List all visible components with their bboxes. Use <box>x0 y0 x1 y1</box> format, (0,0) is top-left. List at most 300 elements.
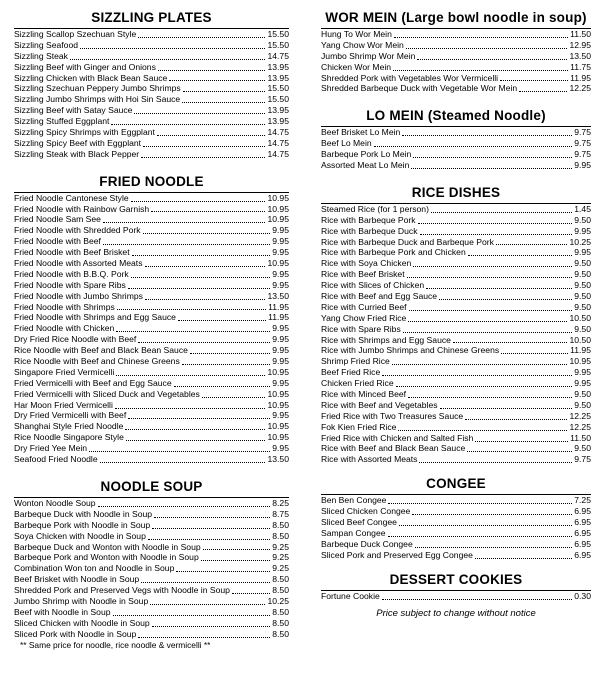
menu-item <box>14 552 289 563</box>
dot-leader <box>150 604 265 605</box>
dot-leader <box>111 124 265 125</box>
item-name: Fried Noodle Sam See <box>14 214 101 225</box>
item-price: 11.95 <box>268 312 289 323</box>
item-price: 13.95 <box>267 61 289 72</box>
section-fried-noodle <box>14 172 289 465</box>
dot-leader <box>145 299 266 300</box>
menu-item <box>14 247 289 258</box>
dot-leader <box>158 70 266 71</box>
item-price: 11.95 <box>268 301 289 312</box>
dot-leader <box>402 135 572 136</box>
item-price: 12.25 <box>569 83 591 94</box>
dot-leader <box>89 451 270 452</box>
menu-item <box>14 531 289 542</box>
item-name: Rice with Jumbo Shrimps and Chinese Greens <box>321 345 500 356</box>
item-price: 8.50 <box>272 585 289 596</box>
dot-leader <box>406 48 568 49</box>
item-price: 9.95 <box>272 345 289 356</box>
item-name: Har Moon Fried Vermicelli <box>14 399 113 410</box>
item-price: 9.95 <box>574 160 591 170</box>
section-rice-dishes <box>321 183 591 465</box>
item-name: Fried Noodle with B.B.Q. Pork <box>14 268 129 279</box>
dot-leader <box>475 441 568 442</box>
item-price: 9.50 <box>574 214 591 225</box>
menu-item <box>14 345 289 356</box>
item-name: Sizzling Stuffed Eggplant <box>14 116 110 127</box>
section-title: CONGEE <box>426 476 486 492</box>
item-name: Fried Noodle with Jumbo Shrimps <box>14 290 143 301</box>
menu-item <box>14 389 289 400</box>
menu-item <box>14 585 289 596</box>
item-name: Beef Fried Rice <box>321 367 381 378</box>
price-note: ** Same price for noodle, rice noodle & vermicelli ** <box>20 639 211 650</box>
section-sizzling-plates <box>14 8 289 160</box>
section-lo-mein <box>321 106 591 171</box>
dot-leader <box>392 364 568 365</box>
dot-leader <box>426 288 572 289</box>
dot-leader <box>182 102 265 103</box>
menu-item <box>14 367 289 378</box>
item-name: Shanghai Style Fried Noodle <box>14 421 124 432</box>
menu-item <box>321 280 591 291</box>
item-name: Jumbo Shrimp with Noodle in Soup <box>14 595 149 606</box>
menu-item <box>14 302 289 313</box>
item-name: Shrimp Fried Rice <box>321 356 390 367</box>
item-name: Sizzling Jumbo Shrimps with Hoi Sin Sauce <box>14 94 181 105</box>
item-price: 6.95 <box>574 549 591 560</box>
item-price: 12.25 <box>569 421 591 432</box>
item-name: Rice with Shrimps and Egg Sauce <box>321 334 451 345</box>
section-title: SIZZLING PLATES <box>91 10 212 25</box>
dot-leader <box>143 146 265 147</box>
item-name: Fried Rice with Two Treasures Sauce <box>321 410 464 421</box>
menu-item <box>321 127 591 138</box>
dot-leader <box>467 451 572 452</box>
menu-item <box>14 312 289 323</box>
menu-item <box>14 204 289 215</box>
dot-leader <box>116 331 270 332</box>
item-name: Fried Noodle with Beef Brisket <box>14 247 130 258</box>
dot-leader <box>374 146 573 147</box>
item-name: Beef with Noodle in Soup <box>14 606 111 617</box>
dot-leader <box>440 408 573 409</box>
menu-item <box>14 421 289 432</box>
menu-item <box>14 269 289 280</box>
item-name: Sliced Beef Congee <box>321 517 397 528</box>
item-name: Chicken Wor Mein <box>321 61 392 72</box>
dot-leader <box>141 582 270 583</box>
menu-item <box>14 400 289 411</box>
item-price: 9.95 <box>272 236 289 247</box>
menu-item <box>14 498 289 509</box>
item-price: 8.75 <box>272 508 289 519</box>
item-name: Sliced Pork with Noodle in Soup <box>14 628 137 639</box>
dot-leader <box>439 299 572 300</box>
menu-item <box>14 138 289 149</box>
item-price: 8.50 <box>272 574 289 585</box>
menu-item <box>14 323 289 334</box>
item-price: 9.95 <box>574 225 591 236</box>
dot-leader <box>382 375 572 376</box>
item-name: Beef Brisket Lo Mein <box>321 127 401 138</box>
item-price: 9.95 <box>272 410 289 421</box>
item-price: 13.95 <box>267 105 289 116</box>
dot-leader <box>138 37 265 38</box>
item-price: 8.50 <box>272 530 289 541</box>
item-price: 10.95 <box>267 258 289 269</box>
item-name: Sliced Chicken Congee <box>321 506 411 517</box>
item-price: 8.50 <box>272 617 289 628</box>
item-name: Beef Lo Mein <box>321 138 372 149</box>
item-price: 9.95 <box>574 247 591 258</box>
dot-leader <box>398 430 567 431</box>
item-price: 10.50 <box>569 312 591 323</box>
item-name: Rice with Curried Beef <box>321 301 407 312</box>
dot-leader <box>190 353 270 354</box>
item-price: 9.25 <box>272 552 289 563</box>
item-name: Fortune Cookie <box>321 590 380 601</box>
item-price: 14.75 <box>267 137 289 148</box>
item-name: Rice with Minced Beef <box>321 389 407 400</box>
menu-item <box>14 563 289 574</box>
item-price: 12.25 <box>569 410 591 421</box>
item-name: Sampan Congee <box>321 527 386 538</box>
item-name: Sizzling Beef with Ginger and Onions <box>14 61 156 72</box>
section-title: WOR MEIN (Large bowl noodle in soup) <box>325 10 587 25</box>
dot-leader <box>413 266 572 267</box>
menu-item <box>14 127 289 138</box>
menu-item <box>321 444 591 455</box>
menu-item <box>321 422 591 433</box>
item-name: Sizzling Scallop Szechuan Style <box>14 28 137 39</box>
menu-item <box>321 40 591 51</box>
menu-item <box>321 226 591 237</box>
item-price: 10.95 <box>267 366 289 377</box>
dot-leader <box>132 255 271 256</box>
item-price: 9.95 <box>272 443 289 454</box>
item-name: Rice with Slices of Chicken <box>321 280 425 291</box>
item-name: Barbeque Pork with Noodle in Soup <box>14 519 151 530</box>
dot-leader <box>468 255 573 256</box>
section-title: RICE DISHES <box>411 184 501 200</box>
item-name: Fried Rice with Chicken and Salted Fish <box>321 432 474 443</box>
section-wor-mein <box>321 8 591 94</box>
menu-item <box>14 258 289 269</box>
dot-leader <box>183 91 266 92</box>
item-name: Fried Noodle with Chicken <box>14 323 115 334</box>
item-name: Combination Won ton and Noodle in Soup <box>14 563 175 574</box>
dot-leader <box>202 397 266 398</box>
item-name: Dry Fried Yee Mein <box>14 443 88 454</box>
dot-leader <box>519 91 567 92</box>
dot-leader <box>388 536 573 537</box>
dot-leader <box>157 135 266 136</box>
item-price: 10.50 <box>569 334 591 345</box>
item-price: 9.95 <box>272 334 289 345</box>
item-price: 9.75 <box>574 138 591 149</box>
item-name: Sizzling Spicy Beef with Eggplant <box>14 137 142 148</box>
section-title: NOODLE SOUP <box>100 478 203 494</box>
item-price: 9.25 <box>272 541 289 552</box>
menu-item <box>14 73 289 84</box>
item-name: Fried Noodle with Spare Ribs <box>14 279 126 290</box>
dot-leader <box>117 309 266 310</box>
menu-item <box>321 83 591 94</box>
item-name: Yang Chow Wor Mein <box>321 39 404 50</box>
item-price: 9.95 <box>272 247 289 258</box>
dot-leader <box>128 288 270 289</box>
menu-item <box>321 356 591 367</box>
dot-leader <box>70 59 266 60</box>
menu-item <box>14 105 289 116</box>
section-title: LO MEIN (Steamed Noodle) <box>366 108 546 124</box>
menu-item <box>14 574 289 585</box>
menu-item <box>321 324 591 335</box>
dot-leader <box>453 342 568 343</box>
item-price: 9.95 <box>272 268 289 279</box>
menu-item <box>14 334 289 345</box>
item-name: Fried Noodle with Beef <box>14 236 101 247</box>
item-name: Barbeque Duck with Noodle in Soup <box>14 508 153 519</box>
item-name: Wonton Noodle Soup <box>14 497 96 508</box>
item-price: 9.50 <box>574 301 591 312</box>
dot-leader <box>465 419 567 420</box>
item-name: Dry Fried Vermicelli with Beef <box>14 410 127 421</box>
item-name: Shredded Pork and Preserved Vegs with Noodle in Soup <box>14 585 230 596</box>
item-price: 9.50 <box>574 389 591 400</box>
item-price: 13.95 <box>267 116 289 127</box>
item-name: Rice Noodle with Beef and Chinese Greens <box>14 356 180 367</box>
item-name: Shredded Pork with Vegetables Wor Vermicelli <box>321 72 499 83</box>
dot-leader <box>103 244 270 245</box>
section-dessert-cookies <box>321 570 591 602</box>
dot-leader <box>203 549 271 550</box>
menu-item <box>14 618 289 629</box>
item-price: 8.50 <box>272 606 289 617</box>
dot-leader <box>138 637 270 638</box>
item-price: 9.50 <box>574 269 591 280</box>
item-name: Beef Brisket with Noodle in Soup <box>14 574 140 585</box>
item-price: 10.95 <box>267 203 289 214</box>
section-title: DESSERT COOKIES <box>389 571 523 587</box>
menu-item <box>321 539 591 550</box>
item-name: Rice with Assorted Meats <box>321 454 418 465</box>
item-name: Rice Noodle with Beef and Black Bean Sauce <box>14 345 188 356</box>
dot-leader <box>409 310 573 311</box>
dot-leader <box>431 212 572 213</box>
item-name: Sizzling Steak <box>14 50 68 61</box>
item-name: Sliced Chicken with Noodle in Soup <box>14 617 150 628</box>
dot-leader <box>148 539 270 540</box>
item-price: 14.75 <box>267 127 289 137</box>
item-price: 9.50 <box>574 399 591 410</box>
menu-item <box>14 51 289 62</box>
item-price: 9.50 <box>574 291 591 302</box>
menu-item <box>321 367 591 378</box>
dot-leader <box>201 560 271 561</box>
dot-leader <box>413 157 572 158</box>
menu-item <box>321 411 591 422</box>
dot-leader <box>152 626 271 627</box>
dot-leader <box>415 547 573 548</box>
item-name: Barbeque Pork and Wonton with Noodle in Soup <box>14 552 199 563</box>
menu-item <box>321 591 591 602</box>
item-name: Hung To Wor Mein <box>321 28 392 39</box>
item-name: Barbeque Duck Congee <box>321 538 413 549</box>
menu-item <box>321 291 591 302</box>
dot-leader <box>143 233 271 234</box>
menu-item <box>14 40 289 51</box>
dot-leader <box>408 321 567 322</box>
item-name: Sizzling Chicken with Black Bean Sauce <box>14 72 168 83</box>
dot-leader <box>407 277 573 278</box>
item-price: 11.75 <box>570 61 591 72</box>
dot-leader <box>145 266 266 267</box>
dot-leader <box>411 168 572 169</box>
item-price: 10.95 <box>569 356 591 367</box>
menu-item <box>14 62 289 73</box>
item-name: Jumbo Shrimp Wor Mein <box>321 50 416 61</box>
item-name: Sliced Pork and Preserved Egg Congee <box>321 549 473 560</box>
menu-item <box>321 51 591 62</box>
dot-leader <box>394 37 568 38</box>
item-price: 6.95 <box>574 538 591 549</box>
item-price: 13.50 <box>267 290 289 301</box>
item-price: 15.50 <box>267 94 289 105</box>
dot-leader <box>475 558 572 559</box>
menu-item <box>321 302 591 313</box>
item-name: Dry Fried Rice Noodle with Beef <box>14 334 137 345</box>
item-name: Rice with Beef and Vegetables <box>321 399 438 410</box>
menu-item <box>321 237 591 248</box>
item-name: Rice Noodle Singapore Style <box>14 432 124 443</box>
dot-leader <box>134 113 265 114</box>
item-price: 9.95 <box>272 279 289 290</box>
menu-item <box>14 225 289 236</box>
dot-leader <box>115 408 266 409</box>
menu-right-column <box>321 0 591 619</box>
item-price: 10.95 <box>267 192 289 203</box>
dot-leader <box>151 211 265 212</box>
item-price: 15.50 <box>267 39 289 50</box>
item-price: 8.50 <box>272 519 289 530</box>
item-price: 9.95 <box>272 356 289 367</box>
dot-leader <box>126 440 266 441</box>
item-price: 6.95 <box>574 506 591 517</box>
item-price: 9.50 <box>574 280 591 291</box>
menu-item <box>14 596 289 607</box>
item-price: 15.50 <box>267 28 289 39</box>
dot-leader <box>176 571 270 572</box>
item-name: Sizzling Seafood <box>14 39 79 50</box>
item-name: Fried Noodle with Rainbow Garnish <box>14 203 150 214</box>
menu-item <box>14 94 289 105</box>
dot-leader <box>182 364 271 365</box>
item-price: 9.50 <box>574 258 591 269</box>
menu-item <box>321 138 591 149</box>
item-name: Fried Vermicelli with Sliced Duck and Vegetables <box>14 388 200 399</box>
menu-item <box>14 280 289 291</box>
item-name: Rice with Barbeque Pork and Chicken <box>321 247 466 258</box>
menu-item <box>14 432 289 443</box>
dot-leader <box>178 320 266 321</box>
item-price: 9.95 <box>272 225 289 236</box>
menu-item <box>14 236 289 247</box>
dot-leader <box>408 397 572 398</box>
item-price: 9.95 <box>272 377 289 388</box>
dot-leader <box>232 593 270 594</box>
item-name: Barbeque Duck and Wonton with Noodle in Soup <box>14 541 201 552</box>
dot-leader <box>420 234 573 235</box>
menu-item <box>14 520 289 531</box>
item-name: Fried Noodle with Shrimps <box>14 301 115 312</box>
item-price: 10.95 <box>267 388 289 399</box>
item-price: 13.95 <box>267 72 289 83</box>
dot-leader <box>100 462 266 463</box>
menu-item <box>321 269 591 280</box>
menu-item <box>14 356 289 367</box>
item-name: Rice with Spare Ribs <box>321 323 401 334</box>
dot-leader <box>393 70 568 71</box>
dot-leader <box>403 332 573 333</box>
menu-item <box>14 629 289 640</box>
item-name: Rice with Soya Chicken <box>321 258 412 269</box>
item-name: Singapore Fried Vermicelli <box>14 366 115 377</box>
menu-item <box>321 454 591 465</box>
item-price: 13.50 <box>267 454 289 465</box>
menu-item <box>321 149 591 160</box>
dot-leader <box>399 525 572 526</box>
item-price: 12.95 <box>569 39 591 50</box>
dot-leader <box>152 528 270 529</box>
item-name: Sizzling Spicy Shrimps with Eggplant <box>14 127 155 137</box>
item-price: 10.95 <box>267 399 289 410</box>
item-price: 11.50 <box>570 28 591 39</box>
item-name: Sizzling Szechuan Peppery Jumbo Shrimps <box>14 83 181 94</box>
menu-item <box>321 550 591 561</box>
item-name: Fried Noodle Cantonese Style <box>14 192 129 203</box>
item-price: 9.25 <box>272 563 289 574</box>
menu-item <box>321 204 591 215</box>
item-name: Fried Noodle with Shredded Pork <box>14 225 141 236</box>
item-price: 9.75 <box>574 127 591 138</box>
item-name: Assorted Meat Lo Mein <box>321 160 410 170</box>
dot-leader <box>138 342 270 343</box>
dot-leader <box>412 514 572 515</box>
menu-item <box>321 73 591 84</box>
section-congee <box>321 474 591 560</box>
item-name: Rice with Beef and Egg Sauce <box>321 291 438 302</box>
menu-item <box>14 116 289 127</box>
item-price: 1.45 <box>574 203 591 214</box>
item-price: 10.25 <box>569 236 591 247</box>
dot-leader <box>388 503 572 504</box>
menu-item <box>14 607 289 618</box>
item-price: 13.50 <box>569 50 591 61</box>
item-name: Yang Chow Fried Rice <box>321 312 407 323</box>
item-name: Soya Chicken with Noodle in Soup <box>14 530 146 541</box>
dot-leader <box>116 375 265 376</box>
menu-item <box>14 454 289 465</box>
item-name: Fok Kien Fried Rice <box>321 421 397 432</box>
item-name: Seafood Fried Noodle <box>14 454 98 465</box>
item-name: Steamed Rice (for 1 person) <box>321 203 429 214</box>
item-name: Barbeque Pork Lo Mein <box>321 149 412 160</box>
item-price: 9.50 <box>574 443 591 454</box>
menu-item <box>321 506 591 517</box>
item-price: 10.25 <box>267 595 289 606</box>
menu-item <box>321 528 591 539</box>
